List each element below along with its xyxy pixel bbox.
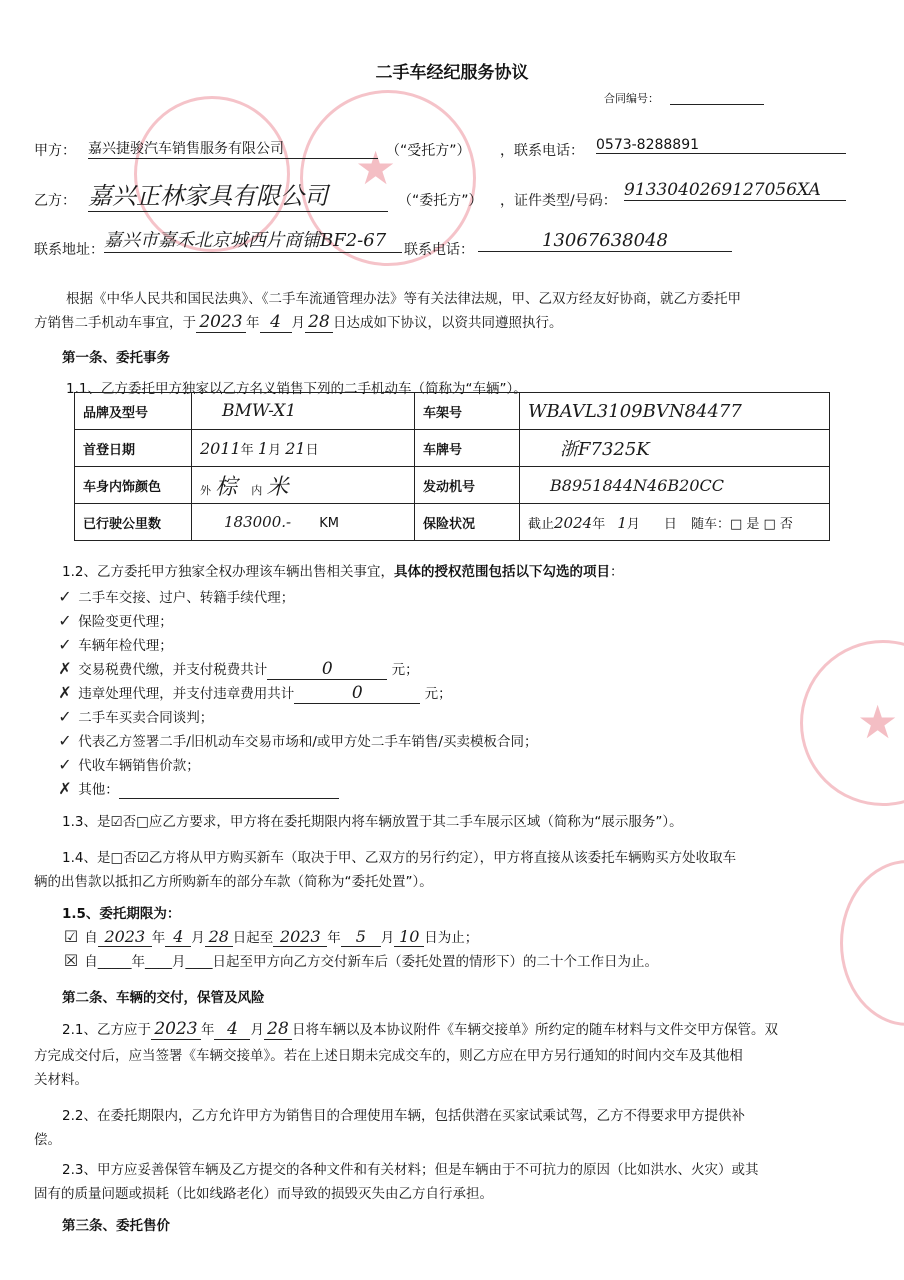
clause-2-1-pre: 2.1、乙方应于 [62, 1022, 151, 1038]
reg-year: 2011 [200, 438, 241, 458]
intro-y: 年 [246, 315, 260, 331]
reg-date-label: 首登日期 [75, 430, 192, 467]
page-title: 二手车经纪服务协议 [375, 63, 529, 83]
mileage-label: 已行驶公里数 [75, 504, 192, 541]
clause-1-2-bold: 具体的授权范围包括以下勾选的项目 [393, 564, 610, 580]
engine-value: B8951844N46B20CC [520, 467, 830, 504]
clause-1-4-line-2: 辆的出售款以抵扣乙方所购新车的部分车款（简称为“委托处置”）。 [34, 874, 433, 890]
clause-2-1-post: 日将车辆以及本协议附件《车辆交接单》所约定的随车材料与文件交甲方保管。双 [291, 1022, 778, 1038]
table-row [75, 393, 830, 430]
auth-item-text: 其他： [78, 782, 119, 798]
cross-mark-icon: ✗ [58, 659, 72, 678]
clause-2-2-line-1: 2.2、在委托期限内，乙方允许甲方为销售目的合理使用车辆，包括供潜在买家试乘试驾，乙方不得要求甲方提供补 [62, 1108, 745, 1124]
auth-item-text: 代收车辆销售价款； [78, 758, 200, 774]
intro-m: 月 [291, 315, 305, 331]
party-a-label: 甲方： [34, 143, 76, 159]
insurance-label: 保险状况 [415, 504, 520, 541]
clause-1-3: 1.3、是☑否□应乙方要求，甲方将在委托期限内将车辆放置于其二手车展示区域（简称为“展示服务”）。 [62, 814, 683, 830]
intro-year: 2023 [196, 312, 246, 333]
tax-unit: 元； [391, 662, 419, 678]
party-b-phone: 13067638048 [478, 230, 732, 252]
other-blank [119, 782, 339, 799]
reg-m: 月 [268, 442, 282, 458]
checked-box-icon: ☑ [63, 927, 79, 946]
party-a-role: （“受托方”） [386, 143, 471, 159]
auth-item-text: 车辆年检代理； [78, 638, 173, 654]
check-mark-icon: ✓ [58, 707, 72, 726]
deliver-day: 28 [264, 1019, 292, 1040]
vin-value: WBAVL3109BVN84477 [520, 393, 830, 430]
color-label: 车身内饰颜色 [75, 467, 192, 504]
brand-value: BMW-X1 [192, 393, 415, 430]
end-month: 5 [341, 927, 381, 947]
clause-1-4-line-1: 1.4、是□否☑乙方将从甲方购买新车（取决于甲、乙双方的另行约定），甲方将直接从该委托车辆购买方处收取车 [62, 850, 737, 866]
end-day: 10 [394, 927, 424, 947]
reg-d: 日 [305, 442, 319, 458]
option-b-text: 自_____年____月____日起至甲方向乙方交付新车后（委托处置的情形下）的二十个工作日为止。 [84, 954, 659, 970]
company-seal-stamp-4 [840, 860, 904, 1026]
table-row [75, 430, 830, 467]
color-value [192, 467, 415, 504]
ins-y: 年 [592, 516, 606, 532]
insurance-value [520, 504, 830, 541]
interior-color: 米 [266, 474, 289, 500]
check-mark-icon: ✓ [58, 731, 72, 750]
clause-1-5-option-b [62, 950, 658, 970]
auth-item-4 [56, 658, 419, 680]
violation-unit: 元； [424, 686, 452, 702]
plate-value: 浙F7325K [520, 430, 830, 467]
check-mark-icon: ✓ [58, 755, 72, 774]
party-a-phone: 0573-8288891 [596, 137, 846, 154]
clause-1-2-pre: 1.2、乙方委托甲方独家全权办理该车辆出售相关事宜， [62, 564, 394, 580]
ins-m: 月 [626, 516, 640, 532]
auth-item-8 [56, 754, 200, 774]
clause-2-3-line-1: 2.3、甲方应妥善保管车辆及乙方提交的各种文件和有关材料；但是车辆由于不可抗力的原因（比如洪水、火灾）或其 [62, 1162, 759, 1178]
party-a-phone-label: ，联系电话： [500, 143, 584, 159]
clause-2-1-line-3: 关材料。 [34, 1072, 88, 1088]
intro-line-2-post: 日达成如下协议，以资共同遵照执行。 [333, 315, 563, 331]
clause-1-2-post: ： [609, 564, 624, 580]
mileage: 183000.- [224, 513, 292, 531]
check-mark-icon: ✓ [58, 635, 72, 654]
ins-month: 1 [617, 513, 627, 532]
reg-month: 1 [257, 438, 269, 458]
option-a-post: 日为止； [424, 930, 479, 946]
intro-day: 28 [305, 312, 333, 333]
intro-month: 4 [260, 312, 292, 333]
party-b-label: 乙方： [34, 193, 76, 209]
crossed-box-icon: ☒ [63, 951, 79, 970]
violation-amount: 0 [294, 683, 420, 704]
table-row [75, 467, 830, 504]
contract-no-line [670, 104, 764, 105]
table-row [75, 504, 830, 541]
ins-year: 2024 [554, 513, 593, 532]
ins-follow: 随车：□ 是 □ 否 [690, 516, 793, 532]
clause-2-1-line-2: 方完成交付后，应当签署《车辆交接单》。若在上述日期未完成交车的，则乙方应在甲方另行通知的时间内交车及其他相 [34, 1048, 743, 1064]
exterior-color: 棕 [215, 474, 238, 500]
company-seal-stamp-2: ★ [300, 90, 476, 266]
plate-label: 车牌号 [415, 430, 520, 467]
deliver-month: 4 [214, 1019, 250, 1040]
party-b-phone-label: 联系电话： [404, 242, 474, 258]
clause-1-1: 1.1、乙方委托甲方独家以乙方名义销售下列的二手机动车（简称为“车辆”）。 [66, 381, 527, 397]
party-b-addr-label: 联系地址： [34, 242, 104, 258]
reg-day: 21 [285, 438, 306, 458]
mileage-value [192, 504, 415, 541]
auth-item-text: 二手车交接、过户、转籍手续代理； [78, 590, 295, 606]
auth-item-6 [56, 706, 213, 726]
clause-1-5-option-a: ☑ 自 2023 年 4 月 28 日起至 2023 年 5 月 10 日为止； [63, 927, 479, 946]
reg-date-value [192, 430, 415, 467]
start-year: 2023 [98, 927, 152, 947]
article-3-heading: 第三条、委托售价 [62, 1218, 170, 1234]
vehicle-table [74, 392, 830, 541]
party-a-name: 嘉兴捷骏汽车销售服务有限公司 [88, 138, 378, 159]
cross-mark-icon: ✗ [58, 779, 72, 798]
article-2-heading: 第二条、车辆的交付，保管及风险 [62, 990, 265, 1006]
ins-pre: 截止 [528, 516, 555, 532]
auth-item-text: 二手车买卖合同谈判； [78, 710, 214, 726]
deliver-year: 2023 [151, 1019, 201, 1040]
auth-item-3 [56, 634, 173, 654]
option-a-pre: 自 [84, 930, 98, 946]
clause-2-1-line-1: 2.1、乙方应于 2023 年 4 月 28 日将车辆以及本协议附件《车辆交接单》所约定的随车材料与文件交甲方保管。双 [62, 1019, 778, 1039]
auth-item-1 [56, 586, 294, 606]
brand-label: 品牌及型号 [75, 393, 192, 430]
party-b-addr: 嘉兴市嘉禾北京城西片商铺BF2-67 [104, 226, 402, 253]
end-year: 2023 [273, 927, 327, 947]
auth-item-7 [56, 730, 537, 750]
tax-amount: 0 [267, 659, 387, 680]
vin-label: 车架号 [415, 393, 520, 430]
auth-item-text: 交易税费代缴，并支付税费共计 [78, 662, 268, 678]
start-day: 28 [205, 927, 233, 947]
clause-2-3-line-2: 固有的质量问题或损耗（比如线路老化）而导致的损毁灭失由乙方自行承担。 [34, 1186, 493, 1202]
engine-label: 发动机号 [415, 467, 520, 504]
auth-item-9 [56, 778, 339, 799]
check-mark-icon: ✓ [58, 611, 72, 630]
exterior-label: 外 [200, 483, 211, 497]
party-b-name: 嘉兴正林家具有限公司 [88, 176, 388, 212]
auth-item-text: 保险变更代理； [78, 614, 173, 630]
contract-no-label: 合同编号： [604, 92, 659, 105]
auth-item-text: 违章处理代理，并支付违章费用共计 [78, 686, 295, 702]
intro-line-2 [34, 311, 563, 333]
clause-1-5: 1.5、委托期限为： [62, 906, 181, 922]
party-b-id: 91330402691270​56XA [624, 180, 846, 201]
party-b-id-label: ，证件类型/号码： [500, 193, 617, 209]
clause-1-2 [62, 560, 623, 580]
intro-line-2-pre: 方销售二手机动车事宜，于 [34, 315, 196, 331]
ins-d: 日 [663, 516, 677, 532]
clause-2-2-line-2: 偿。 [34, 1132, 61, 1148]
cross-mark-icon: ✗ [58, 683, 72, 702]
company-seal-stamp-3: ★ [800, 640, 904, 806]
mileage-unit: KM [319, 516, 339, 531]
article-1-heading: 第一条、委托事务 [62, 350, 170, 366]
intro-line-1: 根据《中华人民共和国民法典》、《二手车流通管理办法》等有关法律法规，甲、乙双方经友好协商，就乙方委托甲 [66, 291, 741, 307]
interior-label: 内 [251, 483, 263, 497]
auth-item-2 [56, 610, 173, 630]
auth-item-5 [56, 682, 452, 704]
check-mark-icon: ✓ [58, 587, 72, 606]
reg-y: 年 [240, 442, 254, 458]
party-b-role: （“委托方”） [398, 193, 483, 209]
auth-item-text: 代表乙方签署二手/旧机动车交易市场和/或甲方处二手车销售/买卖模板合同； [78, 734, 538, 750]
start-month: 4 [165, 927, 191, 947]
